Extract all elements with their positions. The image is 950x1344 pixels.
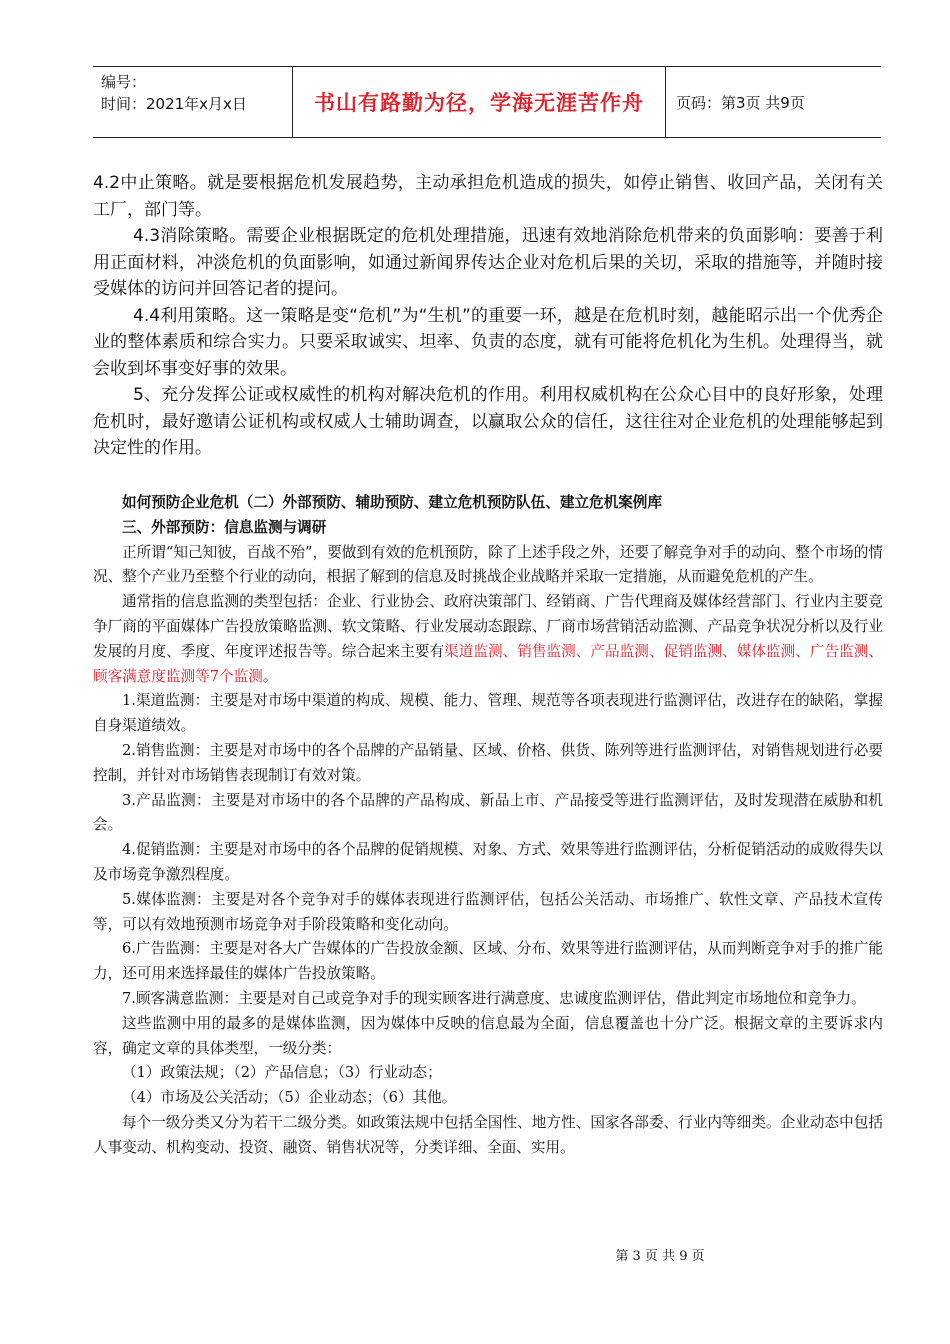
number-label: 编号： xyxy=(101,73,147,91)
paragraph: 4.3消除策略。需要企业根据既定的危机处理措施，迅速有效地消除危机带来的负面影响：要善于利用正面材料，冲淡危机的负面影响，如通过新闻界传达企业对危机后果的关切，采取的措施等，并随时接受媒体的访问并回答记者的提问。 xyxy=(93,226,883,299)
types-tail: 。 xyxy=(262,667,278,685)
list-item: 3.产品监测：主要是对市场中的各个品牌的产品构成、新品上市、产品接受等进行监测评估，及时发现潜在威胁和机会。 xyxy=(93,791,883,834)
category-line: （4）市场及公关活动；（5）企业动态；（6）其他。 xyxy=(122,1089,457,1107)
category-line: （1）政策法规；（2）产品信息；（3）行业动态； xyxy=(122,1064,442,1082)
page-footer xyxy=(0,1245,950,1264)
types-lead: 通常指的信息监测的类型包括：企业、行业协会、政府决策部门、经销商、广告代理商及媒体经营部门、行业内主要竞争厂商的平面媒体广告投放策略监测、软文策略、行业发展动态跟踪、厂商市场营销活动监测、产品竞争状况分析以及行业发展的月度、季度、年度评述报告等。综合起来主要有 xyxy=(93,593,883,660)
paragraph: 4.4利用策略。这一策略是变“危机”为“生机”的重要一环，越是在危机时刻，越能昭示出一个优秀企业的整体素质和综合实力。只要采取诚实、坦率、负责的态度，就有可能将危机化为生机。处理得当，就会收到坏事变好事的效果。 xyxy=(93,305,883,379)
header-page-cell xyxy=(666,67,881,137)
page-label: 页码：第3页 共9页 xyxy=(676,93,805,112)
list-item: 6.广告监测：主要是对各大广告媒体的广告投放金额、区域、分布、效果等进行监测评估，从而判断竞争对手的推广能力，还可用来选择最佳的媒体广告投放策略。 xyxy=(93,940,883,983)
list-item: 7.顾客满意监测：主要是对自己或竞争对手的现实顾客进行满意度、忠诚度监测评估，借此判定市场地位和竞争力。 xyxy=(122,989,866,1007)
section-title: 如何预防企业危机（二）外部预防、辅助预防、建立危机预防队伍、建立危机案例库 xyxy=(122,494,662,511)
header-motto-cell xyxy=(293,67,666,137)
footer-page-number: 第 3 页 共 9 页 xyxy=(615,1249,705,1264)
paragraph: 5、充分发挥公证或权威性的机构对解决危机的作用。利用权威机构在公众心目中的良好形象，处理危机时，最好邀请公证机构或权威人士辅助调查，以赢取公众的信任，这往往对企业危机的处理能够起到决定性的作用。 xyxy=(93,385,883,458)
paragraph xyxy=(93,590,883,689)
paragraph: 正所谓“知己知彼，百战不殆”，要做到有效的危机预防，除了上述手段之外，还要了解竞争对手的动向、整个市场的情况、整个产业乃至整个行业的动向，根据了解到的信息及时挑战企业战略并采取一定措施，从而避免危机的产生。 xyxy=(93,543,883,586)
paragraph: 每个一级分类又分为若干二级分类。如政策法规中包括全国性、地方性、国家各部委、行业内等细类。企业动态中包括人事变动、机构变动、投资、融资、销售状况等，分类详细、全面、实用。 xyxy=(93,1113,883,1156)
section-subtitle: 三、外部预防：信息监测与调研 xyxy=(122,518,327,536)
prevention-section xyxy=(93,491,883,1161)
list-item: 1.渠道监测：主要是对市场中渠道的构成、规模、能力、管理、规范等各项表现进行监测评估，改进存在的缺陷，掌握自身渠道绩效。 xyxy=(93,692,883,735)
types-highlight: 渠道监测、销售监测、产品监测、促销监测、媒体监测、广告监测、顾客满意度监测等7个监测 xyxy=(93,642,883,685)
paragraph: 4.2中止策略。就是要根据危机发展趋势，主动承担危机造成的损失，如停止销售、收回产品，关闭有关工厂，部门等。 xyxy=(93,173,883,220)
document-header xyxy=(93,66,881,138)
paragraph: 这些监测中用的最多的是媒体监测，因为媒体中反映的信息最为全面，信息覆盖也十分广泛。根据文章的主要诉求内容，确定文章的具体类型，一级分类： xyxy=(93,1014,883,1057)
list-item: 5.媒体监测：主要是对各个竞争对手的媒体表现进行监测评估，包括公关活动、市场推广、软性文章、产品技术宣传等，可以有效地预测市场竞争对手阶段策略和变化动向。 xyxy=(93,890,883,933)
strategy-section xyxy=(93,170,883,462)
list-item: 2.销售监测：主要是对市场中的各个品牌的产品销量、区域、价格、供货、陈列等进行监测评估，对销售规划进行必要控制，并针对市场销售表现制订有效对策。 xyxy=(93,741,883,784)
header-info xyxy=(93,67,293,137)
list-item: 4.促销监测：主要是对市场中的各个品牌的促销规模、对象、方式、效果等进行监测评估，分析促销活动的成败得失以及市场竞争激烈程度。 xyxy=(93,841,883,883)
motto: 书山有路勤为径，学海无涯苦作舟 xyxy=(314,91,644,115)
time-label: 时间：2021年x月x日 xyxy=(101,95,247,113)
